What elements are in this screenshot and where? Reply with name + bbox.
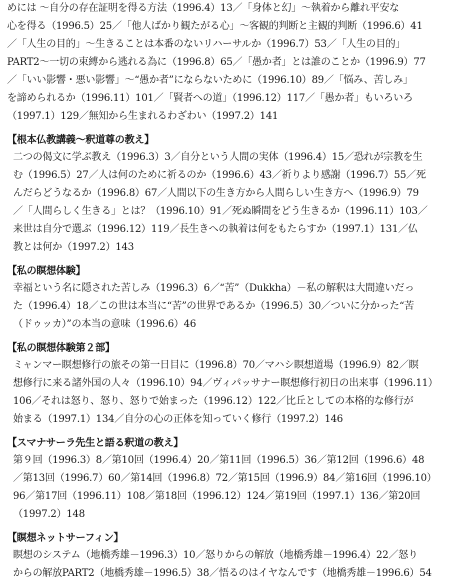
text-line: 第９回（1996.3）8／第10回（1996.4）20／第11回（1996.5）36／第12回（1996.6）48 — [13, 455, 425, 466]
text-line: （ドゥッカ）”の本当の意味（1996.6）46 — [13, 319, 196, 330]
text-line: （1997.1）129／無知から生まれるわざわい（1997.2）141 — [7, 111, 279, 122]
intro-block — [7, 0, 452, 126]
text-line: ミャンマー瞑想修行の旅その第一日目に（1996.8）70／マハシ瞑想道場（1996.9）82／瞑 — [13, 360, 419, 371]
text-line: ／「人生の目的」～生きることは本番のないリハーサルか（1996.7）53／「人生の目的」 — [7, 39, 406, 50]
section-buddhism-lecture — [7, 132, 452, 257]
section-meditation-experience-part2 — [7, 340, 452, 429]
section-meditation-experience — [7, 263, 452, 334]
text-line: 106／それは怒り、怒り、怒りで始まった（1996.12）122／比丘としての本格的な修行が — [13, 396, 414, 407]
text-line: 96／第17回（1996.11）108／第18回（1996.12）124／第19回（1997.1）136／第20回 — [13, 491, 421, 502]
text-line: 心を得る（1996.5）25／「他人ばかり観たがる心」～客観的判断と主観的判断（1996.6）41 — [7, 21, 423, 32]
text-line: んだらどうなるか（1996.8）67／人間以下の生き方から人間らしい生き方へ（1996.9）79 — [13, 188, 419, 199]
text-line: 幸福という名に隠された苦しみ（1996.3）6／“苦”（Dukkha）－私の解釈は大間違いだっ — [13, 283, 415, 294]
text-line: ／「人間らしく生きる」とは？（1996.10）91／死ぬ瞬間をどう生きるか（1996.11）103／ — [13, 206, 428, 217]
text-line: PART2～一切の束縛から逃れる為に（1996.8）65／「愚か者」とは誰のことか（1996.9）77 — [7, 57, 426, 68]
text-line: 二つの偈文に学ぶ教え（1996.3）3／自分という人間の実体（1996.4）15／恐れが宗教を生 — [13, 152, 423, 163]
section-heading: 【私の瞑想体験】 — [7, 266, 86, 277]
section-heading: 【根本仏教講義～釈道尊の教え】 — [7, 135, 154, 146]
text-line: ／第13回（1996.7）60／第14回（1996.8）72／第15回（1996.9）84／第16回（1996.10） — [13, 473, 437, 484]
section-heading: 【瞑想ネットサーフィン】 — [7, 533, 124, 544]
text-line: 教とは何か（1997.2）143 — [13, 242, 134, 253]
text-line: めには ～自分の存在証明を得る方法（1996.4）13／「身体と幻」～執着から離れ平安な — [7, 3, 400, 14]
text-line: 想修行に来る諸外国の人々（1996.10）94／ヴィパッサナー瞑想修行初日の出来事（1996.11） — [13, 378, 438, 389]
text-line: ／「いい影響・悪い影響」～“愚か者”にならないために（1996.10）89／「悩み、苦しみ」 — [7, 75, 413, 86]
text-line: 来世は自分で選ぶ（1996.12）119／長生きへの執着は何をもたらすか（1997.1）131／仏 — [13, 224, 418, 235]
text-line: 瞑想のシステム（地橋秀雄－1996.3）10／怒りからの解放（地橋秀雄－1996.4）22／怒り — [13, 550, 418, 561]
text-line: 始まる（1997.1）134／自分の心の正体を知っていく修行（1997.2）146 — [13, 414, 343, 425]
text-line: （1997.2）148 — [13, 509, 85, 520]
text-line: からの解放PART2（地橋秀雄－1996.5）38／悟るのはイヤなんです（地橋秀雄－1996.6）54 — [13, 568, 432, 579]
section-sumanasara-dialogue — [7, 435, 452, 524]
text-line: む（1996.5）27／人は何のために祈るのか（1996.6）43／祈りより感謝（1996.7）55／死 — [13, 170, 426, 181]
text-line: た（1996.4）18／この世は本当に“苦”の世界であるか（1996.5）30／ついに分かった“苦 — [13, 301, 414, 312]
text-line: を諦められるか（1996.11）101／「賢者への道」（1996.12）117／「愚か者」もいろいろ — [7, 93, 413, 104]
section-heading: 【スマナサーラ先生と語る釈道の教え】 — [7, 438, 184, 449]
section-meditation-net-surfing — [7, 530, 452, 583]
section-heading: 【私の瞑想体験第２部】 — [7, 343, 115, 354]
